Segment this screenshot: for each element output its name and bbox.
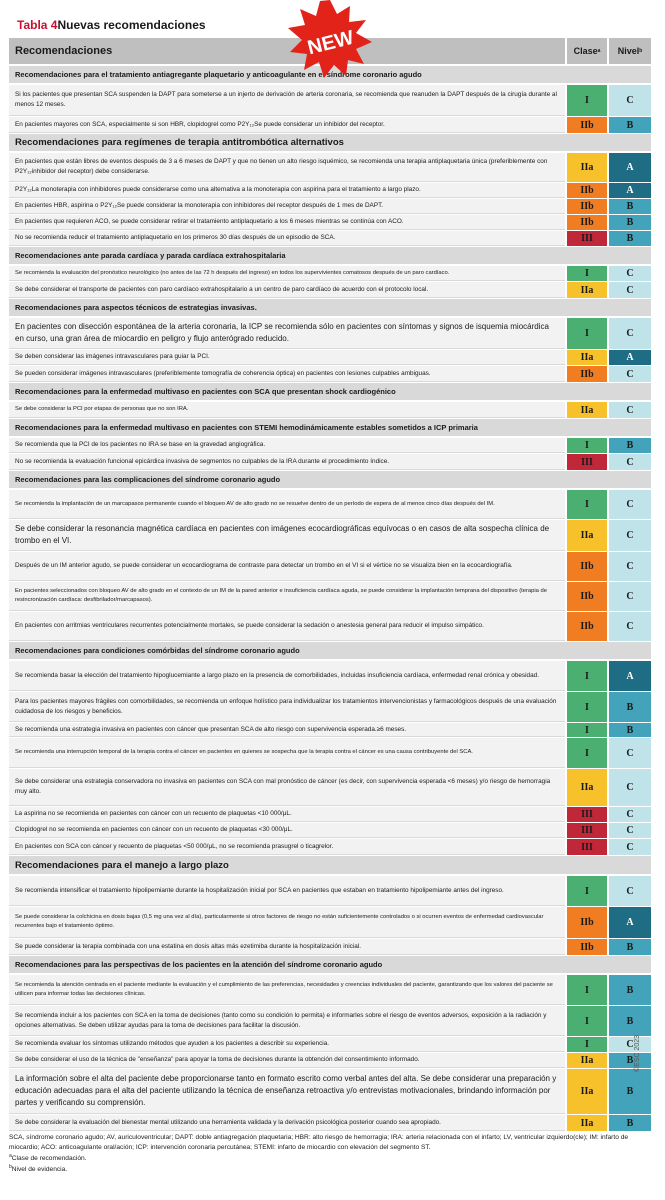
- level-badge: C: [607, 582, 651, 611]
- section-heading: Recomendaciones para el tratamiento antiagregante plaquetario y anticoagulante en el síndrome coronario agudo: [9, 66, 651, 85]
- recommendation-text: La información sobre el alta del paciente debe proporcionarse tanto en formato escrito como verbal antes del alta. Se debe considerar una preparación y educación adecuadas para el alta del paciente utilizando la técnica de enseñanza retroactiva y/o entrevistas motivacionales, brindando información por partes y verificando su comprensión.: [9, 1069, 565, 1114]
- level-badge: B: [607, 692, 651, 722]
- recommendation-text: Se debe considerar el transporte de pacientes con paro cardíaco extrahospitalario a un centro de paro cardíaco de acuerdo con el protocolo local.: [9, 282, 565, 298]
- class-badge: IIa: [565, 1053, 607, 1068]
- header-clase-mark: a: [597, 48, 601, 54]
- recommendation-text: En pacientes HBR, aspirina o P2Y₁₂Se puede considerar la monoterapia con inhibidores del receptor después de 1 mes de DAPT.: [9, 199, 565, 214]
- class-badge: I: [565, 490, 607, 519]
- section-heading: Recomendaciones para aspectos técnicos de estrategias invasivas.: [9, 299, 651, 318]
- table-row: [9, 266, 651, 282]
- table-row: [9, 823, 651, 839]
- level-badge: B: [607, 1053, 651, 1068]
- level-badge: A: [607, 661, 651, 691]
- class-badge: IIb: [565, 939, 607, 955]
- table-row: [9, 661, 651, 692]
- class-badge: IIa: [565, 769, 607, 806]
- recommendation-text: En pacientes con disección espontánea de la arteria coronaria, la ICP se recomienda sólo en pacientes con síntomas y signos de isquemia miocárdica en curso, una gran área de miocardio en peligro y flujo anterógrado reducido.: [9, 318, 565, 349]
- class-badge: I: [565, 318, 607, 349]
- recommendation-text: Se recomienda una estrategia invasiva en pacientes con cáncer que presentan SCA de alto riesgo con supervivencia esperada.≥6 meses.: [9, 723, 565, 737]
- level-badge: C: [607, 454, 651, 470]
- level-badge: C: [607, 552, 651, 581]
- class-badge: IIa: [565, 350, 607, 365]
- class-badge: IIa: [565, 402, 607, 418]
- table-row: [9, 350, 651, 366]
- header-nivel: [607, 38, 651, 64]
- table-row: [9, 183, 651, 199]
- section-heading: Recomendaciones para condiciones comórbidas del síndrome coronario agudo: [9, 642, 651, 661]
- header-nivel-label: Nivel: [617, 46, 640, 56]
- table-row: [9, 876, 651, 907]
- class-badge: IIb: [565, 612, 607, 641]
- recommendation-text: Se debe considerar el uso de la técnica de "enseñanza" para apoyar la toma de decisiones durante la obtención del consentimiento informado.: [9, 1053, 565, 1068]
- table-row: [9, 582, 651, 612]
- table-row: [9, 1037, 651, 1053]
- new-starburst-icon: [288, 0, 372, 78]
- footnote-b-text: Nivel de evidencia.: [11, 1166, 68, 1174]
- class-badge: IIa: [565, 153, 607, 182]
- recommendation-text: Se recomienda la atención centrada en el paciente mediante la evaluación y el cumplimiento de las preferencias, necesidades y creencias individuales del paciente, garantizando que los valores del paciente se utilicen para informar todas las decisiones clínicas.: [9, 975, 565, 1005]
- recommendation-text: Se recomienda incluir a los pacientes con SCA en la toma de decisiones (tanto como su condición lo permita) e informarles sobre el riesgo de eventos adversos, exposición a la radiación y opciones alternativas. Se deben utilizar ayudas para la toma de decisiones para facilitar la discusión.: [9, 1006, 565, 1036]
- recommendation-text: Clopidogrel no se recomienda en pacientes con cáncer con un recuento de plaquetas <30 000/μL.: [9, 823, 565, 838]
- class-badge: IIb: [565, 907, 607, 938]
- level-badge: B: [607, 215, 651, 230]
- recommendation-text: En pacientes que están libres de eventos después de 3 a 6 meses de DAPT y que no tienen un alto riesgo isquémico, se recomienda una terapia antiplaquetaria única (preferiblemente con P2Y₁₂inhibidor del receptor) debe considerarse.: [9, 153, 565, 182]
- table-row: [9, 1053, 651, 1069]
- class-badge: IIb: [565, 366, 607, 382]
- recommendation-text: En pacientes seleccionados con bloqueo AV de alto grado en el contexto de un IM de la pared anterior e insuficiencia cardíaca aguda, se puede considerar la implantación temprana del dispositivo (terapia de resincronización cardíaca: desfibrilador/marcapasos).: [9, 582, 565, 611]
- table-row: [9, 1006, 651, 1037]
- table-row: [9, 215, 651, 231]
- level-badge: B: [607, 231, 651, 246]
- level-badge: A: [607, 183, 651, 198]
- recommendation-text: No se recomienda reducir el tratamiento antiplaquetario en los primeros 30 días después de un episodio de SCA.: [9, 231, 565, 246]
- class-badge: IIb: [565, 117, 607, 133]
- class-badge: I: [565, 266, 607, 281]
- table-row: [9, 199, 651, 215]
- level-badge: B: [607, 975, 651, 1005]
- level-badge: C: [607, 85, 651, 116]
- table-row: [9, 612, 651, 642]
- header-nivel-mark: b: [639, 48, 643, 54]
- new-badge-label: NEW: [305, 26, 357, 60]
- class-badge: I: [565, 1006, 607, 1036]
- table-row: [9, 231, 651, 247]
- recommendation-text: Se puede considerar la colchicina en dosis bajas (0,5 mg una vez al día), particularmente si otros factores de riesgo no están suficientemente controlados o si ocurren eventos de enfermedad cardiovascular recurrentes bajo el tratamiento óptimo.: [9, 907, 565, 938]
- class-badge: I: [565, 1037, 607, 1052]
- recommendation-text: Para los pacientes mayores frágiles con comorbilidades, se recomienda un enfoque holístico para individualizar los tratamientos intervencionistas y farmacológicos después de una evaluación cuidadosa de los riesgos y beneficios.: [9, 692, 565, 722]
- table-row: [9, 692, 651, 723]
- recommendation-text: Se recomienda intensificar el tratamiento hipolipemiante durante la hospitalización inicial por SCA en pacientes que estaban en tratamiento hipolipemiante antes del ingreso.: [9, 876, 565, 906]
- level-badge: B: [607, 1006, 651, 1036]
- table-row: [9, 939, 651, 956]
- class-badge: I: [565, 85, 607, 116]
- section-heading: Recomendaciones para las perspectivas de los pacientes en la atención del síndrome coronario agudo: [9, 956, 651, 975]
- footnote-a-mark: a: [9, 1152, 12, 1159]
- level-badge: C: [607, 266, 651, 281]
- level-badge: C: [607, 1037, 651, 1052]
- section-heading: Recomendaciones para el manejo a largo plazo: [9, 856, 651, 876]
- class-badge: IIa: [565, 1115, 607, 1131]
- recommendation-text: Se debe considerar la evaluación del bienestar mental utilizando una herramienta validada y la derivación psicológica posterior cuando sea apropiado.: [9, 1115, 565, 1131]
- table-row: [9, 85, 651, 117]
- table-row: [9, 402, 651, 419]
- table-row: [9, 520, 651, 552]
- level-badge: A: [607, 153, 651, 182]
- class-badge: III: [565, 231, 607, 246]
- table-row: [9, 438, 651, 454]
- class-badge: IIa: [565, 520, 607, 551]
- recommendation-text: En pacientes que requieren ACO, se puede considerar retirar el tratamiento antiplaquetario a los 6 meses mientras se continúa con ACO.: [9, 215, 565, 230]
- table-row: [9, 153, 651, 183]
- class-badge: I: [565, 661, 607, 691]
- recommendation-text: Se recomienda que la PCI de los pacientes no IRA se base en la gravedad angiográfica.: [9, 438, 565, 453]
- class-badge: IIb: [565, 552, 607, 581]
- recommendation-text: Se recomienda evaluar los síntomas utilizando métodos que ayuden a los pacientes a describir su experiencia.: [9, 1037, 565, 1052]
- level-badge: C: [607, 769, 651, 806]
- level-badge: B: [607, 939, 651, 955]
- level-badge: C: [607, 318, 651, 349]
- table-row: [9, 907, 651, 939]
- level-badge: C: [607, 738, 651, 768]
- footnote-b: [9, 1164, 651, 1175]
- class-badge: III: [565, 823, 607, 838]
- class-badge: IIb: [565, 199, 607, 214]
- recommendation-text: Después de un IM anterior agudo, se puede considerar un ecocardiograma de contraste para detectar un trombo en el VI si el vértice no se visualiza bien en la ecocardiografía.: [9, 552, 565, 581]
- level-badge: B: [607, 1115, 651, 1131]
- copyright: ©ESC 2023: [634, 1034, 641, 1072]
- class-badge: III: [565, 454, 607, 470]
- class-badge: III: [565, 807, 607, 822]
- table-number: Tabla 4: [17, 18, 58, 32]
- class-badge: I: [565, 723, 607, 737]
- footnote-a: [9, 1153, 651, 1164]
- recommendation-text: Se recomienda la evaluación del pronóstico neurológico (no antes de las 72 h después del ingreso) en todos los supervivientes comatosos después de un paro cardíaco.: [9, 266, 565, 281]
- level-badge: B: [607, 199, 651, 214]
- header-recomendaciones: Recomendaciones: [15, 45, 113, 57]
- table-row: [9, 839, 651, 856]
- recommendation-text: Se deben considerar las imágenes intravasculares para guiar la PCI.: [9, 350, 565, 365]
- recommendation-text: Se puede considerar la terapia combinada con una estatina en dosis altas más ezetimiba durante la hospitalización inicial.: [9, 939, 565, 955]
- level-badge: C: [607, 839, 651, 855]
- table-row: [9, 282, 651, 299]
- section-heading: Recomendaciones ante parada cardíaca y parada cardíaca extrahospitalaria: [9, 247, 651, 266]
- level-badge: C: [607, 612, 651, 641]
- level-badge: C: [607, 807, 651, 822]
- recommendation-text: Se pueden considerar imágenes intravasculares (preferiblemente tomografía de coherencia óptica) en pacientes con lesiones culpables ambiguas.: [9, 366, 565, 382]
- header-clase: [565, 38, 607, 64]
- recommendation-text: P2Y₁₂La monoterapia con inhibidores puede considerarse como una alternativa a la monoterapia con aspirina para el tratamiento a largo plazo.: [9, 183, 565, 198]
- recommendation-text: Se recomienda basar la elección del tratamiento hipoglucemiante a largo plazo en la presencia de comorbilidades, incluidas insuficiencia cardíaca, enfermedad renal crónica y obesidad.: [9, 661, 565, 691]
- recommendation-text: En pacientes con arritmias ventriculares recurrentes potencialmente mortales, se puede considerar la sedación o anestesia general para reducir el impulso simpático.: [9, 612, 565, 641]
- table-title-text: Nuevas recomendaciones: [57, 18, 206, 32]
- section-heading: Recomendaciones para las complicaciones del síndrome coronario agudo: [9, 471, 651, 490]
- recommendations-table: [9, 38, 651, 1132]
- table-row: [9, 1069, 651, 1115]
- class-badge: I: [565, 876, 607, 906]
- recommendation-text: Se recomienda la implantación de un marcapasos permanente cuando el bloqueo AV de alto grado no se resuelve dentro de un período de espera de al menos cinco días después del IM.: [9, 490, 565, 519]
- level-badge: C: [607, 823, 651, 838]
- table-row: [9, 366, 651, 383]
- class-badge: III: [565, 839, 607, 855]
- recommendation-text: Se debe considerar la resonancia magnética cardíaca en pacientes con imágenes ecocardiográficas equívocas o en casos de alta sospecha clínica de trombo en el VI.: [9, 520, 565, 551]
- recommendation-text: Se recomienda una interrupción temporal de la terapia contra el cáncer en pacientes en quienes se sospecha que la terapia contra el cáncer es una causa contribuyente del SCA.: [9, 738, 565, 768]
- section-heading: Recomendaciones para regímenes de terapia antitrombótica alternativos: [9, 134, 651, 153]
- section-heading: Recomendaciones para la enfermedad multivaso en pacientes con SCA que presentan shock cardiogénico: [9, 383, 651, 402]
- level-badge: C: [607, 402, 651, 418]
- table-row: [9, 769, 651, 807]
- level-badge: B: [607, 438, 651, 453]
- level-badge: C: [607, 520, 651, 551]
- class-badge: I: [565, 975, 607, 1005]
- class-badge: IIb: [565, 183, 607, 198]
- footnotes: [9, 1133, 651, 1175]
- footnote-b-mark: b: [9, 1163, 12, 1170]
- recommendation-text: Si los pacientes que presentan SCA suspenden la DAPT para someterse a un injerto de derivación de arteria coronaria, se recomienda que reanuden la DAPT después de la cirugía durante al menos 12 meses.: [9, 85, 565, 116]
- table-row: [9, 490, 651, 520]
- table-row: [9, 454, 651, 471]
- level-badge: A: [607, 350, 651, 365]
- class-badge: IIb: [565, 215, 607, 230]
- recommendation-text: La aspirina no se recomienda en pacientes con cáncer con un recuento de plaquetas <10 000/μL.: [9, 807, 565, 822]
- level-badge: A: [607, 907, 651, 938]
- recommendation-text: No se recomienda la evaluación funcional epicárdica invasiva de segmentos no culpables de la IRA durante el procedimiento índice.: [9, 454, 565, 470]
- class-badge: IIa: [565, 1069, 607, 1114]
- table-body: [9, 66, 651, 1132]
- table-row: [9, 738, 651, 769]
- level-badge: B: [607, 723, 651, 737]
- class-badge: IIa: [565, 282, 607, 298]
- footnote-a-text: Clase de recomendación.: [11, 1154, 87, 1162]
- level-badge: C: [607, 490, 651, 519]
- section-heading: Recomendaciones para la enfermedad multivaso en pacientes con STEMI hemodinámicamente estables sometidos a ICP primaria: [9, 419, 651, 438]
- level-badge: B: [607, 1069, 651, 1114]
- class-badge: I: [565, 438, 607, 453]
- table-title: [17, 18, 206, 32]
- recommendation-text: En pacientes mayores con SCA, especialmente si son HBR, clopidogrel como P2Y₁₂Se puede considerar un inhibidor del receptor.: [9, 117, 565, 133]
- level-badge: C: [607, 876, 651, 906]
- level-badge: B: [607, 117, 651, 133]
- table-row: [9, 117, 651, 134]
- recommendation-text: En pacientes con SCA con cáncer y recuento de plaquetas <50 000/μL, no se recomienda prasugrel o ticagrelor.: [9, 839, 565, 855]
- table-row: [9, 1115, 651, 1132]
- table-row: [9, 723, 651, 738]
- recommendation-text: Se debe considerar la PCI por etapas de personas que no son IRA.: [9, 402, 565, 418]
- table-row: [9, 807, 651, 823]
- recommendation-text: Se debe considerar una estrategia conservadora no invasiva en pacientes con SCA con mal pronóstico de cáncer (es decir, con supervivencia esperada <6 meses) y/o riesgo de hemorragia muy alto.: [9, 769, 565, 806]
- class-badge: IIb: [565, 582, 607, 611]
- table-row: [9, 552, 651, 582]
- header-clase-label: Clase: [573, 46, 598, 56]
- table-row: [9, 318, 651, 350]
- table-row: [9, 975, 651, 1006]
- level-badge: C: [607, 366, 651, 382]
- level-badge: C: [607, 282, 651, 298]
- class-badge: I: [565, 692, 607, 722]
- class-badge: I: [565, 738, 607, 768]
- footnote-abbreviations: SCA, síndrome coronario agudo; AV, auriculoventricular; DAPT: doble antiagregación plaquetaria; HBR: alto riesgo de hemorragia; IRA: arteria relacionada con el infarto; LV, ventricular izquierdo(cle); IM: infarto de miocardio; ACO: anticoagulante oral/ación; ICP: intervención coronaria percutánea; STEMI: infarto de miocardio con elevación del segmento ST.: [9, 1134, 629, 1151]
